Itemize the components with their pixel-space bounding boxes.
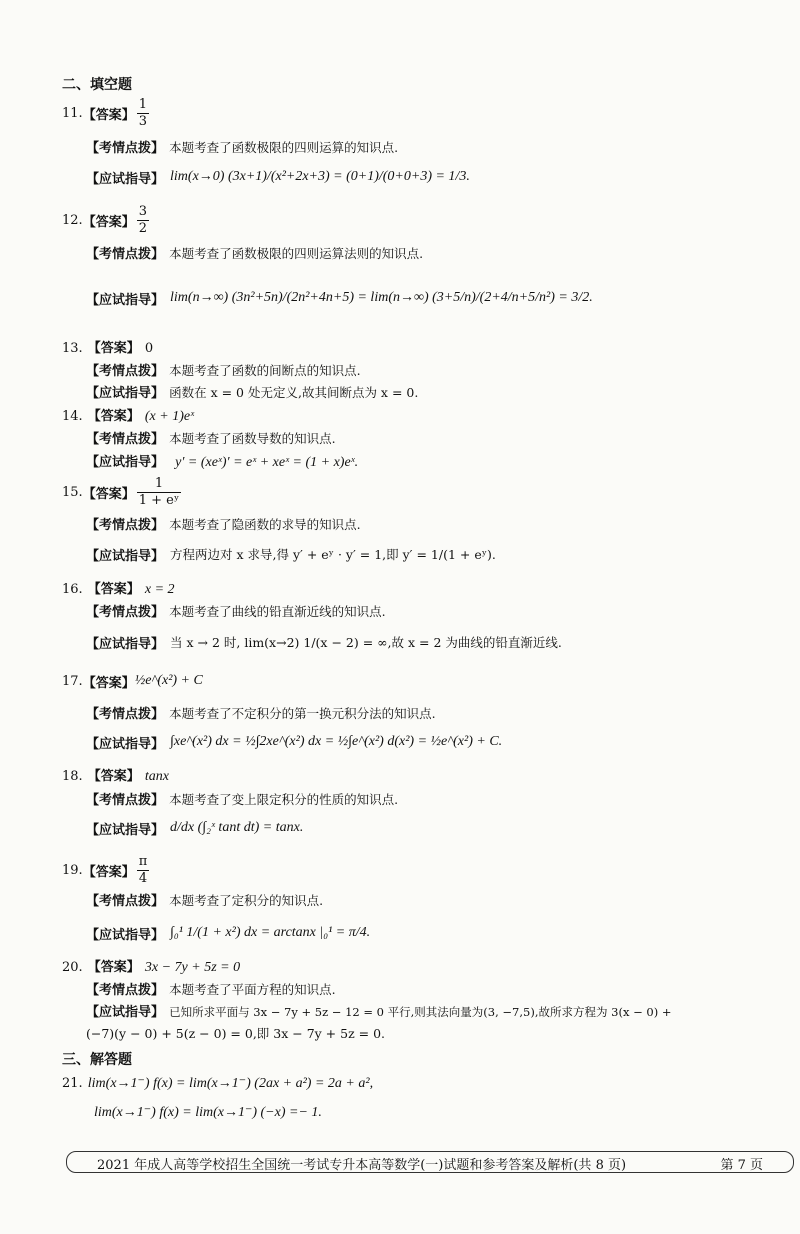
q17-guide-row xyxy=(86,726,502,758)
q20-point: 本题考查了平面方程的知识点. xyxy=(169,982,336,997)
q19-guide: ∫₀¹ 1/(1 + x²) dx = arctanx |₀¹ = π/4. xyxy=(170,925,371,940)
q15-number: 15. xyxy=(62,484,83,500)
answer-label: 【答案】 xyxy=(87,341,140,356)
page-footer xyxy=(66,1151,794,1173)
q11-point-row xyxy=(86,137,398,156)
q14-number: 14. xyxy=(62,409,83,424)
q16-guide: 当 x → 2 时, lim(x→2) 1/(x − 2) = ∞,故 x = 2 为曲线的铅直渐近线. xyxy=(170,635,562,650)
point-label: 【考情点拨】 xyxy=(86,894,165,909)
q12-guide: lim(n→∞) (3n²+5n)/(2n²+4n+5) = lim(n→∞) (3+5/n)/(2+4/n+5/n²) = 3/2. xyxy=(170,290,593,305)
q19-number: 19. xyxy=(62,862,83,878)
q16-guide-row xyxy=(86,625,562,659)
answer-label: 【答案】 xyxy=(82,214,135,230)
q20-guide-line1: 已知所求平面与 3x − 7y + 5z − 12 = 0 平行,则其法向量为(3, −7,5),故所求方程为 3(x − 0) + xyxy=(169,1005,672,1019)
q21-line2: lim(x→1⁻) f(x) = lim(x→1⁻) (−x) =− 1. xyxy=(94,1105,322,1120)
q11-answer: $\frac{1}{3}$ xyxy=(138,96,147,129)
answer-label: 【答案】 xyxy=(87,409,140,424)
q20-answer-row xyxy=(62,956,240,976)
q14-answer: (x + 1)eˣ xyxy=(144,409,195,424)
q20-answer: 3x − 7y + 5z = 0 xyxy=(144,960,241,975)
point-label: 【考情点拨】 xyxy=(86,518,165,533)
q17-number: 17. xyxy=(62,673,83,689)
guide-label: 【应试指导】 xyxy=(86,548,165,564)
q17-point: 本题考查了不定积分的第一换元积分法的知识点. xyxy=(169,706,436,721)
q14-guide: y′ = (xeˣ)′ = eˣ + xeˣ = (1 + x)eˣ. xyxy=(175,455,359,470)
q18-number: 18. xyxy=(62,769,83,784)
guide-label: 【应试指导】 xyxy=(86,455,165,470)
q16-point-row xyxy=(86,601,386,620)
footer-title: 2021 年成人高等学校招生全国统一考试专升本高等数学(一)试题和参考答案及解析(共 8 页) xyxy=(97,1158,627,1173)
q14-answer-row xyxy=(62,405,194,425)
guide-label: 【应试指导】 xyxy=(86,1005,165,1020)
q19-answer-row xyxy=(62,853,151,887)
q18-guide: d/dx (∫₂ˣ tant dt) = tanx. xyxy=(170,820,304,835)
q15-answer-row xyxy=(62,474,183,510)
q16-number: 16. xyxy=(62,582,83,597)
q20-guide-row xyxy=(86,1001,671,1020)
q13-answer: 0 xyxy=(144,341,154,356)
q18-point-row xyxy=(86,789,398,808)
q15-answer: $\frac{1}{\text{1 + eʸ}}$ xyxy=(138,475,180,508)
q13-guide-row xyxy=(86,382,418,401)
q13-guide: 函数在 x = 0 处无定义,故其间断点为 x = 0. xyxy=(169,385,419,400)
answer-label: 【答案】 xyxy=(87,769,140,784)
q11-number: 11. xyxy=(62,105,83,121)
q19-answer: $\frac{\pi}{4}$ xyxy=(138,853,148,886)
q20-point-row xyxy=(86,979,336,998)
guide-label: 【应试指导】 xyxy=(86,736,165,752)
point-label: 【考情点拨】 xyxy=(86,707,165,722)
guide-label: 【应试指导】 xyxy=(86,386,165,401)
q15-point-row xyxy=(86,514,361,533)
guide-label: 【应试指导】 xyxy=(86,927,165,943)
q15-guide: 方程两边对 x 求导,得 y′ + eʸ · y′ = 1,即 y′ = 1/(1 + eʸ). xyxy=(170,547,496,562)
guide-label: 【应试指导】 xyxy=(86,822,165,838)
point-label: 【考情点拨】 xyxy=(86,605,165,620)
q12-guide-row xyxy=(86,278,593,318)
answer-label: 【答案】 xyxy=(87,582,140,597)
q16-answer: x = 2 xyxy=(144,582,175,597)
q21-line1: lim(x→1⁻) f(x) = lim(x→1⁻) (2ax + a²) = 2a + a², xyxy=(87,1076,374,1091)
q18-answer: tanx xyxy=(144,769,169,784)
q11-guide-row xyxy=(86,160,470,194)
answer-label: 【答案】 xyxy=(87,960,140,975)
q13-answer-row xyxy=(62,337,153,356)
q12-point-row xyxy=(86,243,423,262)
q19-point: 本题考查了定积分的知识点. xyxy=(169,893,324,908)
q20-guide-line2: (−7)(y − 0) + 5(z − 0) = 0,即 3x − 7y + 5z = 0. xyxy=(86,1026,386,1041)
answer-label: 【答案】 xyxy=(82,486,135,502)
q15-point: 本题考查了隐函数的求导的知识点. xyxy=(169,517,361,532)
q18-answer-row xyxy=(62,765,169,785)
q16-answer-row xyxy=(62,578,175,598)
q12-answer: $\frac{3}{2}$ xyxy=(138,203,147,236)
point-label: 【考情点拨】 xyxy=(86,983,165,998)
point-label: 【考情点拨】 xyxy=(86,247,165,262)
q17-guide: ∫xe^(x²) dx = ½∫2xe^(x²) dx = ½∫e^(x²) d(x²) = ½e^(x²) + C. xyxy=(170,734,503,749)
q13-point-row xyxy=(86,360,361,379)
q17-answer: ½e^(x²) + C xyxy=(134,673,203,688)
q18-point: 本题考查了变上限定积分的性质的知识点. xyxy=(169,792,399,807)
q15-guide-row xyxy=(86,537,496,571)
q11-answer-row xyxy=(62,96,151,130)
q13-number: 13. xyxy=(62,341,83,356)
q19-point-row xyxy=(86,890,323,909)
q12-number: 12. xyxy=(62,212,83,228)
guide-label: 【应试指导】 xyxy=(86,636,165,652)
answer-label: 【答案】 xyxy=(82,107,135,123)
q18-guide-row xyxy=(86,811,303,845)
guide-label: 【应试指导】 xyxy=(86,292,165,308)
q12-answer-row xyxy=(62,203,151,237)
q17-point-row xyxy=(86,703,436,722)
q17-answer-row xyxy=(62,666,203,696)
q20-number: 20. xyxy=(62,960,83,975)
q13-point: 本题考查了函数的间断点的知识点. xyxy=(169,363,361,378)
guide-label: 【应试指导】 xyxy=(86,171,165,187)
answer-label: 【答案】 xyxy=(82,675,135,691)
q14-point-row xyxy=(86,428,336,447)
section-solve: 三、解答题 xyxy=(62,1052,132,1068)
q21-number: 21. xyxy=(62,1076,83,1091)
point-label: 【考情点拨】 xyxy=(86,793,165,808)
point-label: 【考情点拨】 xyxy=(86,141,165,156)
q11-point: 本题考查了函数极限的四则运算的知识点. xyxy=(169,140,399,155)
point-label: 【考情点拨】 xyxy=(86,432,165,447)
q14-point: 本题考查了函数导数的知识点. xyxy=(169,431,336,446)
q19-guide-row xyxy=(86,915,370,951)
q11-guide: lim(x→0) (3x+1)/(x²+2x+3) = (0+1)/(0+0+3) = 1/3. xyxy=(170,169,470,184)
answer-label: 【答案】 xyxy=(82,864,135,880)
q12-point: 本题考查了函数极限的四则运算法则的知识点. xyxy=(169,246,424,261)
page-number: 第 7 页 xyxy=(720,1158,763,1173)
q14-guide-row xyxy=(86,451,358,471)
q21-line1-row xyxy=(62,1072,373,1092)
section-fill-blank: 二、填空题 xyxy=(62,77,132,93)
q16-point: 本题考查了曲线的铅直渐近线的知识点. xyxy=(169,604,386,619)
point-label: 【考情点拨】 xyxy=(86,364,165,379)
